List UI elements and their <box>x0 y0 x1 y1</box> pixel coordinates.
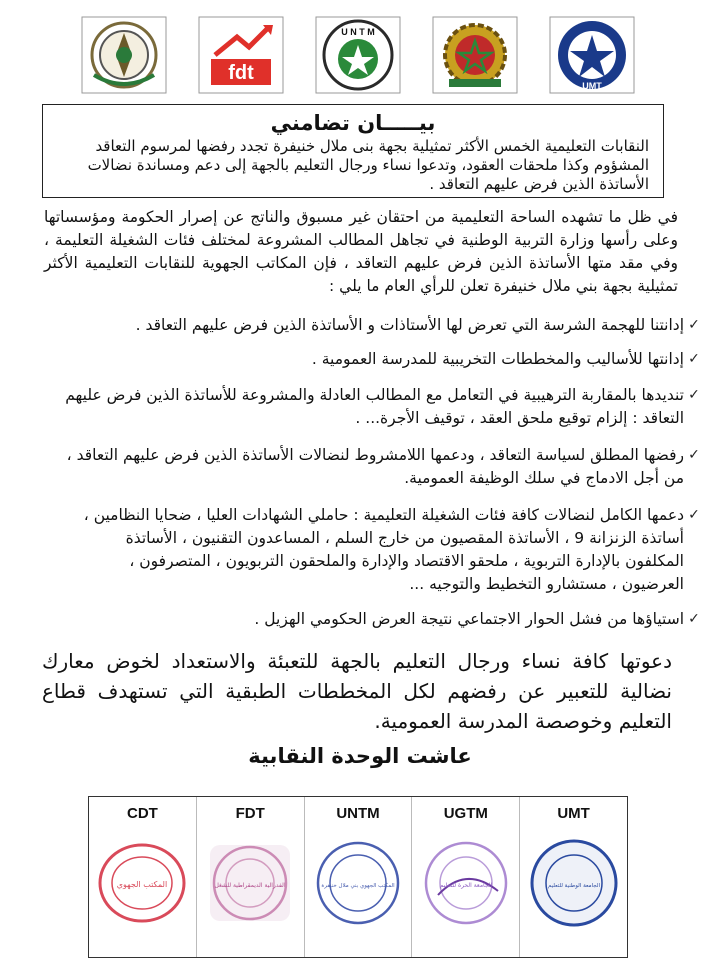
fdt-logo <box>195 14 287 96</box>
list-item <box>64 608 704 631</box>
fdt-stamp-icon <box>202 835 298 931</box>
point-text: إدانتها للأساليب والمخططات التخريبية للمدرسة العمومية . <box>311 350 684 368</box>
logos-row <box>78 14 638 100</box>
closing-slogan: عاشت الوحدة النقابية <box>248 744 472 768</box>
checkmark-icon: ✓ <box>688 351 700 367</box>
stamp-text: الجامعة الحرة للتعليم <box>439 882 493 889</box>
untm-logo-icon <box>314 15 402 95</box>
checkmark-icon: ✓ <box>688 317 700 333</box>
list-item <box>40 384 704 430</box>
umt-logo <box>546 14 638 96</box>
checkmark-icon: ✓ <box>688 611 700 627</box>
umt-logo-icon <box>548 15 636 95</box>
untm-logo-label: U N T M <box>341 27 375 37</box>
point-text: رفضها المطلق لسياسة التعاقد ، ودعمها اللامشروط لنضالات الأساتذة الذين فرض عليهم التعاقد ، من أجل الادماج في سلك الوظيفة العمومية. <box>66 446 684 487</box>
stamp-text: المكتب الجهوي بني ملال خنيفرة <box>321 883 395 889</box>
ugtm-stamp-icon <box>418 835 514 931</box>
checkmark-icon: ✓ <box>688 507 700 523</box>
stamp-abbr: CDT <box>126 805 158 822</box>
stamp-cell-cdt <box>89 797 196 957</box>
stamp-cell-ugtm <box>411 797 519 957</box>
stamp-cell-fdt <box>196 797 304 957</box>
statement-title: بيـــــان تضامني <box>270 111 436 135</box>
untm-stamp-icon <box>310 835 406 931</box>
point-text: دعمها الكامل لنضالات كافة فئات الشغيلة التعليمية : حاملي الشهادات العليا ، ضحايا النظامين ، أساتذة الزنزانة 9 ، الأساتذة المقصيون من خارج السلم ، المساعدون التقنيون ، الأساتذة المكلفون بالإدارة التربوية ، ملحقو الاقتصاد والإدارة والملحقون التربويون ، المتصرفون ، العرضيون ، مستشارو التخطيط والتوجيه ... <box>83 506 684 593</box>
stamp-text: المكتب الجهوي <box>117 880 168 889</box>
stamp-abbr: UMT <box>557 805 590 822</box>
ugtm-logo-icon <box>431 15 519 95</box>
untm-logo <box>312 14 404 96</box>
stamp-abbr: UGTM <box>443 805 488 822</box>
stamp-abbr: FDT <box>235 805 265 822</box>
checkmark-icon: ✓ <box>688 447 700 463</box>
list-item <box>64 444 704 490</box>
stamp-cell-umt <box>519 797 627 957</box>
checkmark-icon: ✓ <box>688 387 700 403</box>
point-text: استياؤها من فشل الحوار الاجتماعي نتيجة العرض الحكومي الهزيل . <box>254 610 684 628</box>
list-item <box>40 348 704 371</box>
intro-paragraph: في ظل ما تشهده الساحة التعليمية من احتقان غير مسبوق والناتج عن إصرار الحكومة ومؤسساتها وعلى رأسها وزارة التربية الوطنية في تجاهل المطالب المشروعة لمختلف فئات الشغيلة التعليمة ، وفي مقد متها الأساتذة الذين فرض عليهم التعاقد ، فإن المكاتب الجهوية للنقابات التعليمية الأكثر تمثيلية بجهة بني ملال خنيفرة تعلن للرأي العام ما يلي : <box>44 208 678 295</box>
stamp-cell-untm <box>304 797 412 957</box>
cdt-logo-icon <box>80 15 168 95</box>
fdt-logo-label: fdt <box>228 62 254 84</box>
call-to-action: دعوتها كافة نساء ورجال التعليم بالجهة للتعبئة والاستعداد لخوض معارك نضالية للتعبير عن رفضهم لكل المخططات الطبقية التي تستهدف قطاع التعليم وخوصصة المدرسة العمومية. <box>42 649 672 733</box>
stamp-text: الجامعة الوطنية للتعليم <box>547 883 600 889</box>
fdt-logo-icon <box>197 15 285 95</box>
cdt-logo <box>78 14 170 96</box>
point-text: تنديدها بالمقاربة الترهيبية في التعامل مع المطالب العادلة والمشروعة للأساتذة الذين فرض عليهم التعاقد : إلزام توقيع ملحق العقد ، توقيف الأجرة... . <box>65 386 684 427</box>
stamp-abbr: UNTM <box>336 805 380 822</box>
stamp-text: الفدرالية الديمقراطية للشغل <box>214 882 286 889</box>
statement-subtitle: النقابات التعليمية الخمس الأكثر تمثيلية بجهة بنى ملال خنيفرة تجدد رفضها لمرسوم التعاقد المشؤوم وكذا ملحقات العقود، وتدعوا نساء ورجال التعليم بالجهة إلى دعم ومساندة نضالات الأساتذة الذين فرض عليهم التعاقد . <box>87 137 649 193</box>
point-text: إدانتنا للهجمة الشرسة التي تعرض لها الأستاذات و الأساتذة الذين فرض عليهم التعاقد . <box>135 316 684 334</box>
stamps-table <box>88 796 628 958</box>
list-item <box>40 314 704 337</box>
ugtm-logo <box>429 14 521 96</box>
statement-header <box>42 104 664 198</box>
list-item <box>64 504 704 596</box>
umt-logo-label: UMT <box>582 81 602 91</box>
cdt-stamp-icon <box>94 835 190 931</box>
umt-stamp-icon <box>526 835 622 931</box>
